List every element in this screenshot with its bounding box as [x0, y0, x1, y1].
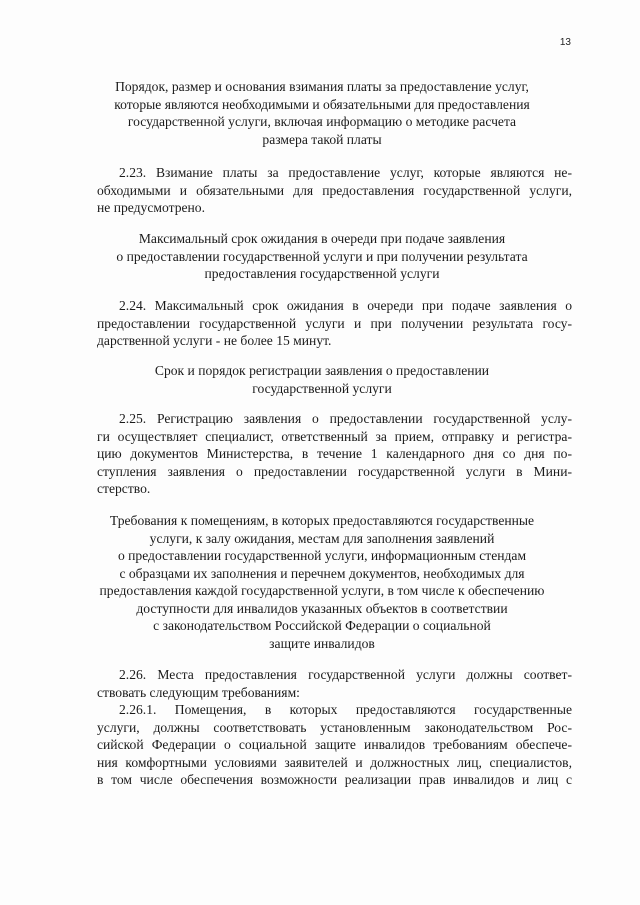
- paragraph-line: цию документов Министерства, в течение 1 календарного дня со дня по-: [97, 446, 572, 461]
- heading-line: Максимальный срок ожидания в очереди при подаче заявления: [138, 231, 506, 246]
- heading-line: Порядок, размер и основания взимания платы за предоставление услуг,: [115, 79, 529, 94]
- heading-line: с законодательством Российской Федерации о социальной: [153, 618, 491, 633]
- paragraph-line: дарственной услуги - не более 15 минут.: [97, 333, 332, 348]
- paragraph-line: ствовать следующим требованиям:: [97, 684, 300, 700]
- heading-line: услуги, к залу ожидания, местам для заполнения заявлений: [149, 530, 495, 546]
- heading-line: которые являются необходимыми и обязательными для предоставления: [114, 96, 530, 112]
- paragraph-line: в том числе обеспечения возможности реализации прав инвалидов и лиц с: [97, 772, 572, 787]
- section-heading-registration: [72, 362, 572, 397]
- paragraph-line: сийской Федерации о социальной защите инвалидов требованиям обеспече-: [97, 737, 572, 752]
- heading-line: о предоставлении государственной услуги, информационным стендам: [117, 548, 527, 563]
- paragraph-2-25: [97, 410, 572, 498]
- heading-line: размера такой платы: [262, 131, 382, 147]
- heading-line: государственной услуги, включая информацию о методике расчета: [127, 114, 517, 129]
- heading-line: с образцами их заполнения и перечнем документов, необходимых для: [119, 565, 525, 581]
- paragraph-line: ги осуществляет специалист, ответственный за прием, отправку и регистра-: [97, 428, 572, 444]
- heading-line: Требования к помещениям, в которых предоставляются государственные: [109, 513, 535, 528]
- section-heading-premises: [72, 512, 572, 652]
- section-heading-waiting-time: [72, 230, 572, 283]
- heading-line: доступности для инвалидов указанных объектов в соответствии: [136, 600, 508, 616]
- page-number: 13: [559, 37, 571, 48]
- paragraph-line: предоставлении государственной услуги и при получении результата госу-: [97, 315, 572, 331]
- heading-line: защите инвалидов: [269, 635, 375, 651]
- paragraph-2-26-1: [97, 701, 572, 789]
- heading-line: предоставления каждой государственной услуги, в том числе к обеспечению: [99, 583, 545, 598]
- heading-line: Срок и порядок регистрации заявления о предоставлении: [154, 363, 490, 378]
- paragraph-line: 2.23. Взимание платы за предоставление услуг, которые являются не-: [119, 165, 572, 180]
- paragraph-line: 2.25. Регистрацию заявления о предоставлении государственной услу-: [119, 411, 572, 426]
- heading-line: государственной услуги: [252, 380, 392, 396]
- paragraph-line: обходимыми и обязательными для предоставления государственной услуги,: [97, 182, 572, 198]
- paragraph-2-24: [97, 297, 572, 350]
- paragraph-line: 2.26.1. Помещения, в которых предоставляются государственные: [119, 702, 572, 717]
- paragraph-line: 2.24. Максимальный срок ожидания в очереди при подаче заявления о: [119, 298, 572, 313]
- paragraph-line: не предусмотрено.: [97, 200, 206, 215]
- paragraph-2-26: [97, 666, 572, 701]
- paragraph-2-23: [97, 164, 572, 217]
- paragraph-line: стерство.: [97, 481, 151, 496]
- paragraph-line: ступления заявления о предоставлении государственной услуги в Мини-: [97, 463, 572, 479]
- paragraph-line: 2.26. Места предоставления государственной услуги должны соответ-: [119, 667, 572, 682]
- paragraph-line: услуги, должны соответствовать установленным законодательством Рос-: [97, 719, 572, 735]
- paragraph-line: ния комфортными условиями заявителей и должностных лиц, специалистов,: [97, 754, 572, 770]
- section-heading-fees: [72, 78, 572, 148]
- heading-line: предоставления государственной услуги: [204, 266, 440, 281]
- heading-line: о предоставлении государственной услуги и при получении результата: [116, 248, 528, 264]
